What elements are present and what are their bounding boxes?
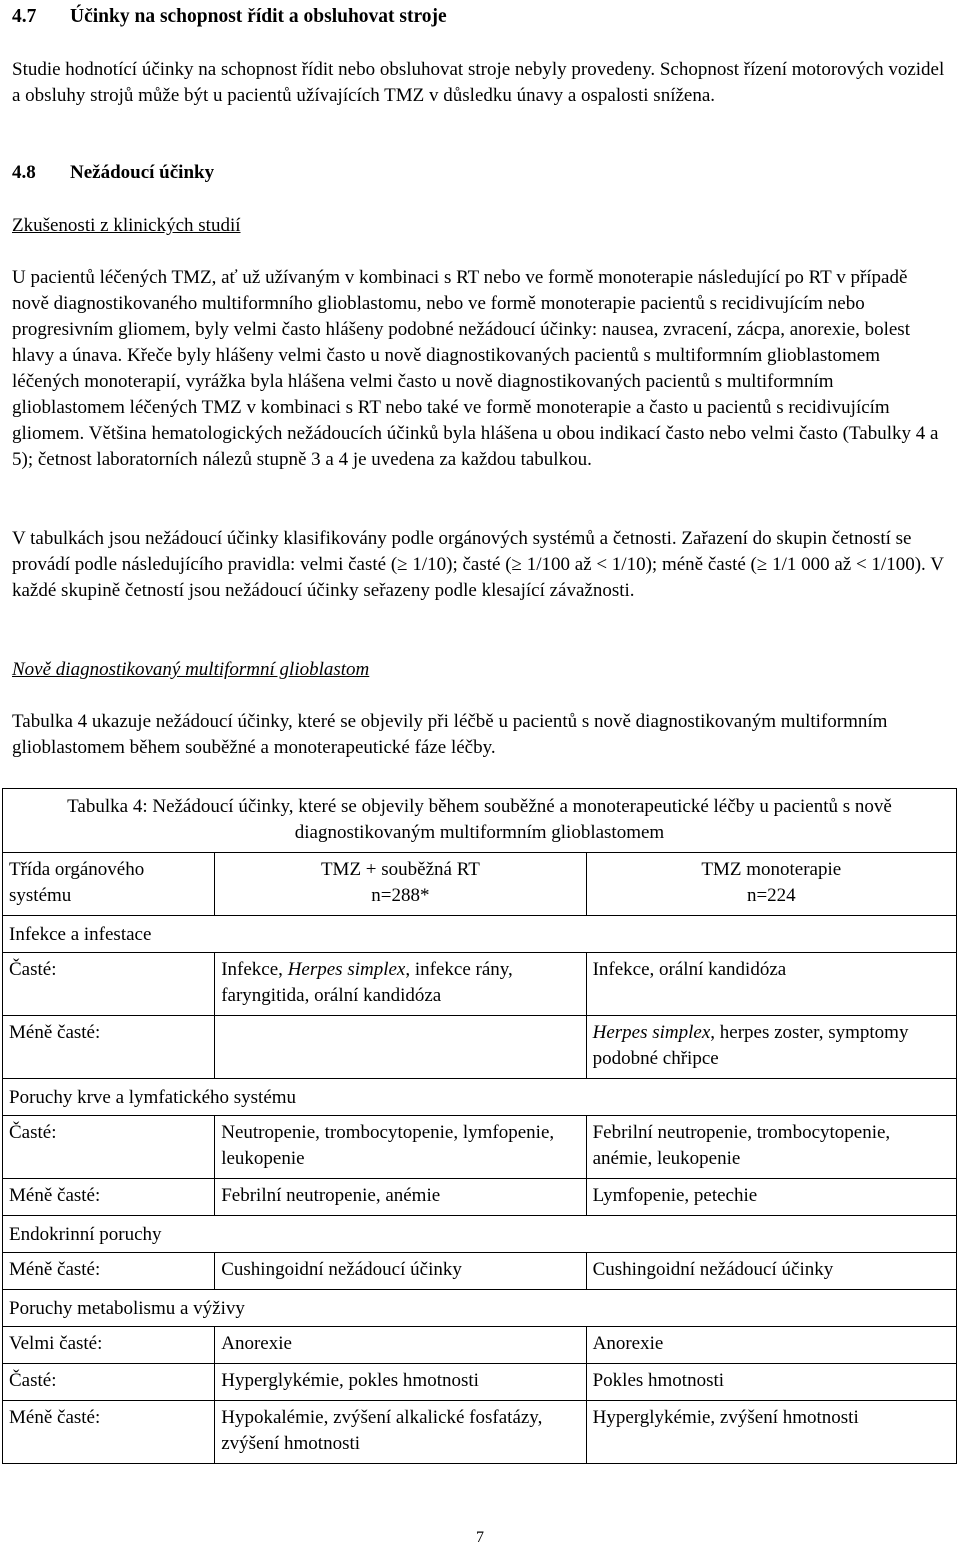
header-tmz-rt-n: n=288* (371, 885, 430, 906)
table-row (3, 1401, 957, 1464)
tmz-mono-cell: Herpes simplex, herpes zoster, symptomy podobné chřipce (586, 1016, 956, 1079)
table-row (3, 1327, 957, 1364)
organ-class-label: Infekce a infestace (3, 916, 957, 953)
header-tmz-mono (586, 853, 956, 916)
frequency-cell: Méně časté: (3, 1179, 215, 1216)
table-row (3, 1364, 957, 1401)
organ-class-row (3, 1216, 957, 1253)
frequency-cell: Méně časté: (3, 1016, 215, 1079)
frequency-cell: Časté: (3, 1364, 215, 1401)
tmz-rt-cell: Infekce, Herpes simplex, infekce rány, faryngitida, orální kandidóza (215, 953, 586, 1016)
tmz-rt-cell: Neutropenie, trombocytopenie, lymfopenie, leukopenie (215, 1116, 586, 1179)
table-row (3, 1253, 957, 1290)
header-tmz-rt-label: TMZ + souběžná RT (320, 859, 480, 880)
tmz-rt-cell: Febrilní neutropenie, anémie (215, 1179, 586, 1216)
tmz-mono-cell: Cushingoidní nežádoucí účinky (586, 1253, 956, 1290)
organ-class-row (3, 916, 957, 953)
section-title: Účinky na schopnost řídit a obsluhovat stroje (70, 6, 447, 27)
section-heading-4-8 (12, 160, 214, 186)
frequency-cell: Časté: (3, 1116, 215, 1179)
table-caption-row (3, 789, 957, 853)
subheading-clinical-studies: Zkušenosti z klinických studií (12, 215, 241, 236)
tmz-rt-cell: Hyperglykémie, pokles hmotnosti (215, 1364, 586, 1401)
paragraph-adverse-effects-summary: U pacientů léčených TMZ, ať už užívaným v kombinaci s RT nebo ve formě monoterapie následující po RT v případě nově diagnostikovaného multiformního glioblastomu, nebo ve formě monoterapie pacientů s recidivujícím nebo progresivním gliomem, byly velmi často hlášeny podobné nežádoucí účinky: nausea, zvracení, zácpa, anorexie, bolest hlavy a únava. Křeče byly hlášeny velmi často u nově diagnostikovaných pacientů s multiformním glioblastomem léčených monoterapií, vyrážka byla hlášena velmi často u nově diagnostikovaných pacientů s multiformním glioblastomem léčených TMZ v kombinaci s RT nebo také ve formě monoterapie a často u pacientů s recidivujícím gliomem. Většina hematologických nežádoucích účinků byla hlášena u obou indikací často nebo velmi často (Tabulky 4 a 5); četnost laboratorních nálezů stupně 3 a 4 je uvedena za každou tabulkou. (12, 267, 939, 470)
frequency-cell: Méně časté: (3, 1401, 215, 1464)
subheading-newly-diagnosed-gbm: Nově diagnostikovaný multiformní glioblastom (12, 659, 370, 680)
paragraph-driving-effects: Studie hodnotící účinky na schopnost řídit nebo obsluhovat stroje nebyly provedeny. Schopnost řízení motorových vozidel a obsluhy strojů může být u pacientů užívajících TMZ v důsledku únavy a ospalosti snížena. (12, 59, 945, 106)
tmz-rt-cell (215, 1016, 586, 1079)
organ-class-label: Endokrinní poruchy (3, 1216, 957, 1253)
frequency-cell: Časté: (3, 953, 215, 1016)
tmz-mono-cell: Pokles hmotnosti (586, 1364, 956, 1401)
organ-class-row (3, 1079, 957, 1116)
table-row (3, 953, 957, 1016)
header-tmz-mono-n: n=224 (746, 885, 796, 906)
tmz-mono-cell: Infekce, orální kandidóza (586, 953, 956, 1016)
section-number: 4.8 (12, 162, 36, 183)
table-row (3, 1016, 957, 1079)
tmz-rt-cell: Hypokalémie, zvýšení alkalické fosfatázy, zvýšení hmotnosti (215, 1401, 586, 1464)
adverse-effects-table (2, 788, 957, 1464)
section-heading-4-7 (12, 4, 447, 30)
tmz-mono-cell: Lymfopenie, petechie (586, 1179, 956, 1216)
section-number: 4.7 (12, 6, 37, 27)
table-row (3, 1179, 957, 1216)
tmz-mono-cell: Hyperglykémie, zvýšení hmotnosti (586, 1401, 956, 1464)
header-tmz-rt (215, 853, 586, 916)
tmz-mono-cell: Febrilní neutropenie, trombocytopenie, anémie, leukopenie (586, 1116, 956, 1179)
table-header-row (3, 853, 957, 916)
page-number: 7 (476, 1529, 484, 1546)
section-title: Nežádoucí účinky (70, 162, 215, 183)
frequency-cell: Velmi časté: (3, 1327, 215, 1364)
tmz-mono-cell: Anorexie (586, 1327, 956, 1364)
table-row (3, 1116, 957, 1179)
tmz-rt-cell: Anorexie (215, 1327, 586, 1364)
paragraph-frequency-classification: V tabulkách jsou nežádoucí účinky klasifikovány podle orgánových systémů a četnosti. Zařazení do skupin četností se provádí podle následujícího pravidla: velmi časté (≥ 1/10); časté (≥ 1/100 až < 1/10); méně časté (≥ 1/1 000 až < 1/100). V každé skupině četností jsou nežádoucí účinky seřazeny podle klesající závažnosti. (12, 528, 944, 601)
organ-class-label: Poruchy krve a lymfatického systému (3, 1079, 957, 1116)
table-caption: Tabulka 4: Nežádoucí účinky, které se objevily během souběžné a monoterapeutické léčby u pacientů s nově diagnostikovaným multiformním glioblastomem (3, 789, 957, 853)
organ-class-row (3, 1290, 957, 1327)
paragraph-table4-intro: Tabulka 4 ukazuje nežádoucí účinky, které se objevily při léčbě u pacientů s nově diagnostikovaným multiformním glioblastomem během souběžné a monoterapeutické fáze léčby. (12, 711, 888, 758)
header-tmz-mono-label: TMZ monoterapie (701, 859, 842, 880)
tmz-rt-cell: Cushingoidní nežádoucí účinky (215, 1253, 586, 1290)
organ-class-label: Poruchy metabolismu a výživy (3, 1290, 957, 1327)
frequency-cell: Méně časté: (3, 1253, 215, 1290)
header-organ-class: Třída orgánového systému (3, 853, 215, 916)
